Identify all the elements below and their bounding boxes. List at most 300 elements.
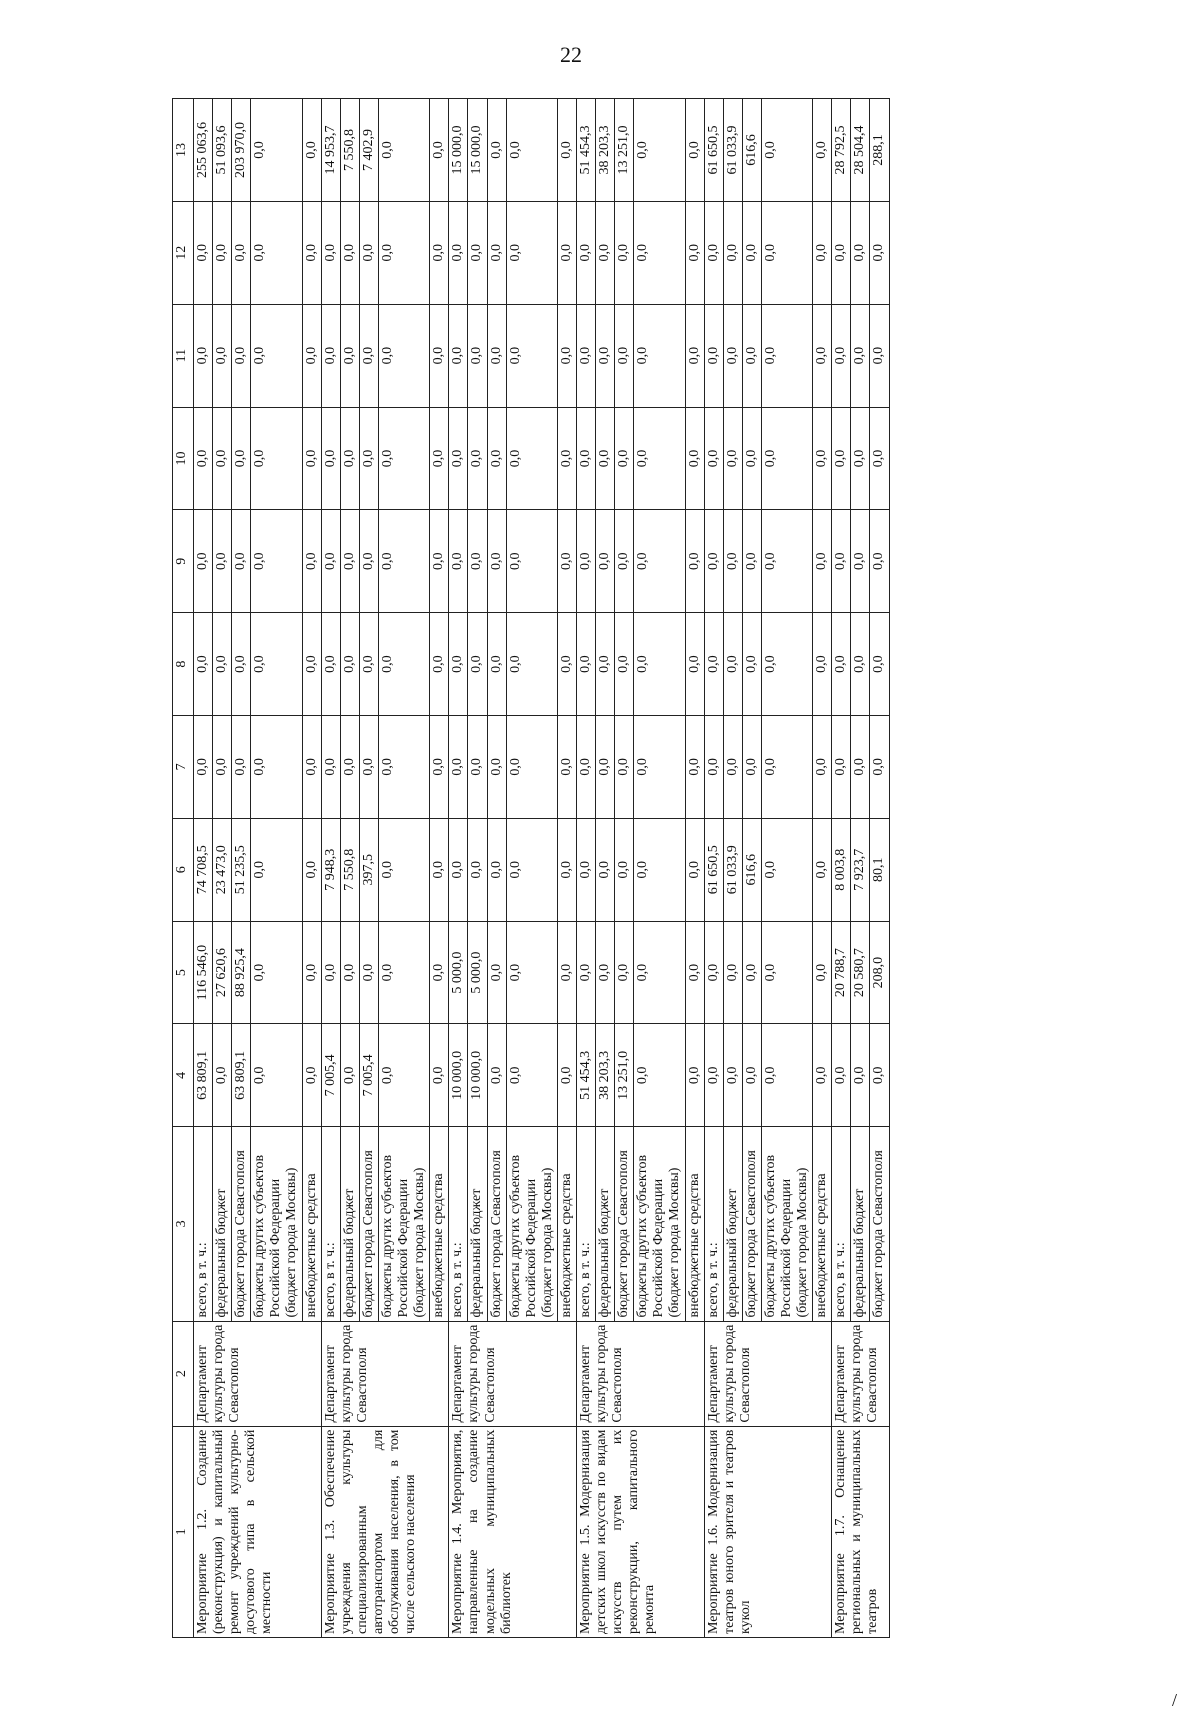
value-cell: 0,0 bbox=[302, 99, 321, 202]
value-cell: 0,0 bbox=[232, 407, 251, 510]
value-cell: 0,0 bbox=[870, 613, 889, 716]
value-cell: 14 953,7 bbox=[321, 99, 340, 202]
value-cell: 0,0 bbox=[321, 304, 340, 407]
value-cell: 0,0 bbox=[832, 613, 851, 716]
responsible-department: Департамент культуры города Севастополя bbox=[449, 1321, 577, 1426]
value-cell: 0,0 bbox=[302, 921, 321, 1024]
value-cell: 0,0 bbox=[378, 613, 429, 716]
value-cell: 0,0 bbox=[557, 818, 576, 921]
value-cell: 0,0 bbox=[813, 818, 832, 921]
value-cell: 5 000,0 bbox=[468, 921, 487, 1024]
value-cell: 80,1 bbox=[870, 818, 889, 921]
value-cell: 0,0 bbox=[742, 201, 761, 304]
column-header-1: 1 bbox=[173, 1426, 194, 1637]
value-cell: 0,0 bbox=[685, 407, 704, 510]
value-cell: 20 580,7 bbox=[851, 921, 870, 1024]
funding-source: федеральный бюджет bbox=[468, 1127, 487, 1321]
value-cell: 0,0 bbox=[576, 613, 595, 716]
value-cell: 0,0 bbox=[430, 613, 449, 716]
value-cell: 0,0 bbox=[742, 716, 761, 819]
value-cell: 0,0 bbox=[704, 1024, 723, 1127]
value-cell: 51 093,6 bbox=[213, 99, 232, 202]
value-cell: 0,0 bbox=[487, 921, 506, 1024]
value-cell: 51 235,5 bbox=[232, 818, 251, 921]
funding-source: федеральный бюджет bbox=[723, 1127, 742, 1321]
responsible-department: Департамент культуры города Севастополя bbox=[576, 1321, 704, 1426]
value-cell: 0,0 bbox=[615, 201, 634, 304]
value-cell: 28 504,4 bbox=[851, 99, 870, 202]
value-cell: 15 000,0 bbox=[449, 99, 468, 202]
value-cell: 0,0 bbox=[321, 201, 340, 304]
value-cell: 0,0 bbox=[576, 818, 595, 921]
budget-table bbox=[172, 98, 890, 1638]
value-cell: 0,0 bbox=[685, 304, 704, 407]
value-cell: 0,0 bbox=[449, 201, 468, 304]
value-cell: 0,0 bbox=[557, 407, 576, 510]
column-header-10: 10 bbox=[173, 407, 194, 510]
value-cell: 0,0 bbox=[851, 1024, 870, 1127]
value-cell: 0,0 bbox=[487, 510, 506, 613]
value-cell: 0,0 bbox=[232, 201, 251, 304]
value-cell: 0,0 bbox=[430, 1024, 449, 1127]
value-cell: 0,0 bbox=[340, 201, 359, 304]
value-cell: 63 809,1 bbox=[232, 1024, 251, 1127]
value-cell: 0,0 bbox=[761, 304, 812, 407]
value-cell: 38 203,3 bbox=[596, 99, 615, 202]
value-cell: 0,0 bbox=[251, 716, 302, 819]
table-row bbox=[832, 99, 851, 1638]
value-cell: 0,0 bbox=[851, 201, 870, 304]
value-cell: 0,0 bbox=[487, 818, 506, 921]
value-cell: 0,0 bbox=[359, 716, 378, 819]
value-cell: 0,0 bbox=[615, 921, 634, 1024]
funding-source: внебюджетные средства bbox=[557, 1127, 576, 1321]
value-cell: 0,0 bbox=[321, 510, 340, 613]
value-cell: 13 251,0 bbox=[615, 1024, 634, 1127]
measure-name: Мероприятие 1.4. Мероприятия, направленные на создание модельных муниципальных библиотек bbox=[449, 1426, 577, 1637]
value-cell: 0,0 bbox=[468, 716, 487, 819]
value-cell: 0,0 bbox=[302, 818, 321, 921]
value-cell: 0,0 bbox=[430, 716, 449, 819]
value-cell: 0,0 bbox=[742, 921, 761, 1024]
value-cell: 0,0 bbox=[430, 510, 449, 613]
value-cell: 0,0 bbox=[685, 510, 704, 613]
value-cell: 0,0 bbox=[506, 99, 557, 202]
value-cell: 61 033,9 bbox=[723, 818, 742, 921]
value-cell: 0,0 bbox=[596, 818, 615, 921]
funding-source: всего, в т. ч.: bbox=[449, 1127, 468, 1321]
value-cell: 0,0 bbox=[813, 921, 832, 1024]
value-cell: 0,0 bbox=[321, 613, 340, 716]
value-cell: 0,0 bbox=[359, 921, 378, 1024]
value-cell: 616,6 bbox=[742, 818, 761, 921]
value-cell: 0,0 bbox=[557, 99, 576, 202]
value-cell: 74 708,5 bbox=[194, 818, 213, 921]
value-cell: 0,0 bbox=[615, 304, 634, 407]
value-cell: 0,0 bbox=[487, 613, 506, 716]
value-cell: 0,0 bbox=[557, 1024, 576, 1127]
responsible-department: Департамент культуры города Севастополя bbox=[704, 1321, 832, 1426]
value-cell: 0,0 bbox=[194, 716, 213, 819]
value-cell: 0,0 bbox=[870, 407, 889, 510]
value-cell: 0,0 bbox=[851, 716, 870, 819]
value-cell: 0,0 bbox=[251, 921, 302, 1024]
value-cell: 0,0 bbox=[302, 716, 321, 819]
value-cell: 0,0 bbox=[813, 613, 832, 716]
value-cell: 0,0 bbox=[576, 407, 595, 510]
value-cell: 0,0 bbox=[359, 510, 378, 613]
value-cell: 7 550,8 bbox=[340, 99, 359, 202]
value-cell: 0,0 bbox=[506, 613, 557, 716]
value-cell: 0,0 bbox=[813, 201, 832, 304]
funding-source: внебюджетные средства bbox=[685, 1127, 704, 1321]
value-cell: 0,0 bbox=[340, 921, 359, 1024]
value-cell: 0,0 bbox=[506, 407, 557, 510]
value-cell: 0,0 bbox=[615, 613, 634, 716]
value-cell: 0,0 bbox=[704, 613, 723, 716]
measure-name: Мероприятие 1.5. Модернизация детских школ искусств по видам искусств путем их реконструкции, капитального ремонта bbox=[576, 1426, 704, 1637]
value-cell: 0,0 bbox=[232, 510, 251, 613]
table-row bbox=[576, 99, 595, 1638]
value-cell: 0,0 bbox=[870, 304, 889, 407]
value-cell: 0,0 bbox=[685, 613, 704, 716]
value-cell: 0,0 bbox=[359, 613, 378, 716]
value-cell: 0,0 bbox=[430, 201, 449, 304]
value-cell: 0,0 bbox=[761, 818, 812, 921]
value-cell: 0,0 bbox=[832, 1024, 851, 1127]
value-cell: 28 792,5 bbox=[832, 99, 851, 202]
value-cell: 0,0 bbox=[340, 510, 359, 613]
value-cell: 0,0 bbox=[251, 510, 302, 613]
value-cell: 0,0 bbox=[704, 407, 723, 510]
column-header-13: 13 bbox=[173, 99, 194, 202]
column-header-4: 4 bbox=[173, 1024, 194, 1127]
value-cell: 0,0 bbox=[194, 613, 213, 716]
value-cell: 0,0 bbox=[761, 201, 812, 304]
value-cell: 288,1 bbox=[870, 99, 889, 202]
value-cell: 0,0 bbox=[723, 510, 742, 613]
value-cell: 61 650,5 bbox=[704, 818, 723, 921]
funding-source: бюджет города Севастополя bbox=[870, 1127, 889, 1321]
value-cell: 0,0 bbox=[194, 407, 213, 510]
value-cell: 0,0 bbox=[378, 716, 429, 819]
value-cell: 38 203,3 bbox=[596, 1024, 615, 1127]
value-cell: 0,0 bbox=[232, 613, 251, 716]
value-cell: 0,0 bbox=[685, 716, 704, 819]
value-cell: 0,0 bbox=[378, 201, 429, 304]
value-cell: 0,0 bbox=[761, 716, 812, 819]
value-cell: 0,0 bbox=[468, 304, 487, 407]
value-cell: 0,0 bbox=[557, 510, 576, 613]
value-cell: 61 033,9 bbox=[723, 99, 742, 202]
value-cell: 0,0 bbox=[194, 304, 213, 407]
funding-source: бюджеты других субъектов Российской Федерации (бюджет города Москвы) bbox=[506, 1127, 557, 1321]
table-row bbox=[704, 99, 723, 1638]
value-cell: 0,0 bbox=[634, 921, 685, 1024]
value-cell: 0,0 bbox=[359, 304, 378, 407]
value-cell: 0,0 bbox=[761, 407, 812, 510]
value-cell: 0,0 bbox=[813, 99, 832, 202]
value-cell: 0,0 bbox=[870, 510, 889, 613]
value-cell: 0,0 bbox=[685, 818, 704, 921]
value-cell: 0,0 bbox=[723, 201, 742, 304]
page-number: 22 bbox=[560, 42, 582, 67]
table-body bbox=[194, 99, 890, 1638]
table-row bbox=[321, 99, 340, 1638]
responsible-department: Департамент культуры города Севастополя bbox=[321, 1321, 449, 1426]
value-cell: 0,0 bbox=[430, 818, 449, 921]
value-cell: 0,0 bbox=[742, 613, 761, 716]
value-cell: 0,0 bbox=[576, 716, 595, 819]
value-cell: 0,0 bbox=[251, 613, 302, 716]
value-cell: 20 788,7 bbox=[832, 921, 851, 1024]
value-cell: 0,0 bbox=[430, 921, 449, 1024]
value-cell: 0,0 bbox=[557, 613, 576, 716]
value-cell: 0,0 bbox=[506, 1024, 557, 1127]
value-cell: 0,0 bbox=[870, 201, 889, 304]
value-cell: 0,0 bbox=[194, 201, 213, 304]
value-cell: 7 948,3 bbox=[321, 818, 340, 921]
value-cell: 0,0 bbox=[685, 1024, 704, 1127]
value-cell: 0,0 bbox=[704, 510, 723, 613]
value-cell: 0,0 bbox=[634, 1024, 685, 1127]
funding-source: всего, в т. ч.: bbox=[832, 1127, 851, 1321]
table-row bbox=[194, 99, 213, 1638]
value-cell: 10 000,0 bbox=[468, 1024, 487, 1127]
value-cell: 0,0 bbox=[449, 716, 468, 819]
value-cell: 0,0 bbox=[634, 201, 685, 304]
column-header-12: 12 bbox=[173, 201, 194, 304]
value-cell: 0,0 bbox=[487, 716, 506, 819]
value-cell: 0,0 bbox=[430, 99, 449, 202]
value-cell: 0,0 bbox=[832, 304, 851, 407]
value-cell: 0,0 bbox=[813, 407, 832, 510]
value-cell: 5 000,0 bbox=[449, 921, 468, 1024]
value-cell: 0,0 bbox=[742, 510, 761, 613]
column-header-9: 9 bbox=[173, 510, 194, 613]
value-cell: 0,0 bbox=[761, 921, 812, 1024]
column-header-8: 8 bbox=[173, 613, 194, 716]
value-cell: 0,0 bbox=[634, 818, 685, 921]
value-cell: 0,0 bbox=[832, 201, 851, 304]
value-cell: 51 454,3 bbox=[576, 99, 595, 202]
value-cell: 88 925,4 bbox=[232, 921, 251, 1024]
value-cell: 0,0 bbox=[251, 407, 302, 510]
value-cell: 0,0 bbox=[340, 1024, 359, 1127]
value-cell: 0,0 bbox=[813, 716, 832, 819]
value-cell: 0,0 bbox=[576, 921, 595, 1024]
value-cell: 0,0 bbox=[359, 201, 378, 304]
value-cell: 0,0 bbox=[723, 407, 742, 510]
value-cell: 0,0 bbox=[761, 510, 812, 613]
value-cell: 0,0 bbox=[213, 304, 232, 407]
value-cell: 0,0 bbox=[813, 510, 832, 613]
value-cell: 0,0 bbox=[302, 407, 321, 510]
measure-name: Мероприятие 1.6. Модернизация театров юного зрителя и театров кукол bbox=[704, 1426, 832, 1637]
value-cell: 0,0 bbox=[685, 921, 704, 1024]
value-cell: 0,0 bbox=[213, 407, 232, 510]
value-cell: 0,0 bbox=[813, 1024, 832, 1127]
value-cell: 0,0 bbox=[596, 407, 615, 510]
value-cell: 0,0 bbox=[213, 201, 232, 304]
value-cell: 0,0 bbox=[468, 818, 487, 921]
funding-source: бюджет города Севастополя bbox=[742, 1127, 761, 1321]
value-cell: 0,0 bbox=[634, 510, 685, 613]
value-cell: 616,6 bbox=[742, 99, 761, 202]
value-cell: 0,0 bbox=[506, 201, 557, 304]
value-cell: 0,0 bbox=[557, 304, 576, 407]
value-cell: 61 650,5 bbox=[704, 99, 723, 202]
column-header-5: 5 bbox=[173, 921, 194, 1024]
value-cell: 0,0 bbox=[468, 201, 487, 304]
value-cell: 7 923,7 bbox=[851, 818, 870, 921]
funding-source: бюджет города Севастополя bbox=[615, 1127, 634, 1321]
value-cell: 203 970,0 bbox=[232, 99, 251, 202]
funding-source: внебюджетные средства bbox=[813, 1127, 832, 1321]
value-cell: 0,0 bbox=[596, 613, 615, 716]
column-header-11: 11 bbox=[173, 304, 194, 407]
funding-source: всего, в т. ч.: bbox=[194, 1127, 213, 1321]
value-cell: 0,0 bbox=[340, 716, 359, 819]
value-cell: 63 809,1 bbox=[194, 1024, 213, 1127]
value-cell: 397,5 bbox=[359, 818, 378, 921]
value-cell: 0,0 bbox=[761, 1024, 812, 1127]
value-cell: 0,0 bbox=[615, 716, 634, 819]
value-cell: 0,0 bbox=[870, 716, 889, 819]
funding-source: бюджет города Севастополя bbox=[487, 1127, 506, 1321]
value-cell: 0,0 bbox=[251, 304, 302, 407]
value-cell: 0,0 bbox=[251, 99, 302, 202]
funding-source: федеральный бюджет bbox=[340, 1127, 359, 1321]
value-cell: 0,0 bbox=[832, 510, 851, 613]
value-cell: 0,0 bbox=[634, 407, 685, 510]
value-cell: 7 550,8 bbox=[340, 818, 359, 921]
value-cell: 0,0 bbox=[615, 510, 634, 613]
value-cell: 0,0 bbox=[321, 921, 340, 1024]
value-cell: 0,0 bbox=[302, 510, 321, 613]
value-cell: 0,0 bbox=[302, 201, 321, 304]
value-cell: 0,0 bbox=[851, 407, 870, 510]
value-cell: 0,0 bbox=[596, 921, 615, 1024]
value-cell: 7 402,9 bbox=[359, 99, 378, 202]
value-cell: 0,0 bbox=[723, 1024, 742, 1127]
value-cell: 23 473,0 bbox=[213, 818, 232, 921]
value-cell: 0,0 bbox=[449, 818, 468, 921]
value-cell: 0,0 bbox=[634, 99, 685, 202]
value-cell: 0,0 bbox=[704, 921, 723, 1024]
funding-source: внебюджетные средства bbox=[430, 1127, 449, 1321]
value-cell: 0,0 bbox=[506, 510, 557, 613]
value-cell: 0,0 bbox=[487, 304, 506, 407]
value-cell: 0,0 bbox=[832, 716, 851, 819]
value-cell: 0,0 bbox=[832, 407, 851, 510]
value-cell: 0,0 bbox=[449, 304, 468, 407]
measure-name: Мероприятие 1.2. Создание (реконструкция) и капитальный ремонт учреждений культурно-досугового типа в сельской местности bbox=[194, 1426, 322, 1637]
responsible-department: Департамент культуры города Севастополя bbox=[832, 1321, 889, 1426]
value-cell: 0,0 bbox=[576, 201, 595, 304]
value-cell: 0,0 bbox=[468, 613, 487, 716]
value-cell: 0,0 bbox=[194, 510, 213, 613]
value-cell: 0,0 bbox=[213, 613, 232, 716]
value-cell: 0,0 bbox=[487, 1024, 506, 1127]
value-cell: 0,0 bbox=[723, 716, 742, 819]
value-cell: 0,0 bbox=[596, 510, 615, 613]
value-cell: 0,0 bbox=[742, 1024, 761, 1127]
value-cell: 0,0 bbox=[213, 716, 232, 819]
value-cell: 0,0 bbox=[557, 201, 576, 304]
column-header-7: 7 bbox=[173, 716, 194, 819]
value-cell: 0,0 bbox=[634, 716, 685, 819]
value-cell: 0,0 bbox=[615, 407, 634, 510]
value-cell: 0,0 bbox=[723, 304, 742, 407]
value-cell: 0,0 bbox=[723, 921, 742, 1024]
value-cell: 0,0 bbox=[251, 201, 302, 304]
value-cell: 0,0 bbox=[430, 407, 449, 510]
value-cell: 0,0 bbox=[213, 510, 232, 613]
funding-source: всего, в т. ч.: bbox=[704, 1127, 723, 1321]
value-cell: 0,0 bbox=[742, 407, 761, 510]
value-cell: 7 005,4 bbox=[321, 1024, 340, 1127]
value-cell: 0,0 bbox=[378, 304, 429, 407]
margin-mark: / bbox=[1172, 1690, 1178, 1710]
value-cell: 0,0 bbox=[487, 407, 506, 510]
value-cell: 0,0 bbox=[704, 304, 723, 407]
value-cell: 0,0 bbox=[251, 818, 302, 921]
value-cell: 0,0 bbox=[870, 1024, 889, 1127]
table-row bbox=[449, 99, 468, 1638]
funding-source: бюджеты других субъектов Российской Федерации (бюджет города Москвы) bbox=[634, 1127, 685, 1321]
column-header-3: 3 bbox=[173, 1127, 194, 1321]
value-cell: 0,0 bbox=[449, 613, 468, 716]
value-cell: 27 620,6 bbox=[213, 921, 232, 1024]
value-cell: 0,0 bbox=[378, 921, 429, 1024]
value-cell: 0,0 bbox=[506, 716, 557, 819]
value-cell: 0,0 bbox=[449, 407, 468, 510]
value-cell: 0,0 bbox=[378, 407, 429, 510]
value-cell: 13 251,0 bbox=[615, 99, 634, 202]
value-cell: 0,0 bbox=[685, 99, 704, 202]
value-cell: 0,0 bbox=[723, 613, 742, 716]
value-cell: 0,0 bbox=[634, 613, 685, 716]
measure-name: Мероприятие 1.3. Обеспечение учреждения культуры специализированным автотранспортом для обслуживания населения, в том числе сельского населения bbox=[321, 1426, 449, 1637]
value-cell: 7 005,4 bbox=[359, 1024, 378, 1127]
value-cell: 0,0 bbox=[557, 716, 576, 819]
value-cell: 0,0 bbox=[615, 818, 634, 921]
funding-source: федеральный бюджет bbox=[213, 1127, 232, 1321]
value-cell: 0,0 bbox=[251, 1024, 302, 1127]
measure-name: Мероприятие 1.7. Оснащение региональных и муниципальных театров bbox=[832, 1426, 889, 1637]
value-cell: 0,0 bbox=[851, 510, 870, 613]
value-cell: 0,0 bbox=[430, 304, 449, 407]
value-cell: 0,0 bbox=[449, 510, 468, 613]
value-cell: 51 454,3 bbox=[576, 1024, 595, 1127]
header-row bbox=[173, 99, 194, 1638]
value-cell: 0,0 bbox=[487, 99, 506, 202]
value-cell: 0,0 bbox=[487, 201, 506, 304]
value-cell: 0,0 bbox=[378, 1024, 429, 1127]
column-header-6: 6 bbox=[173, 818, 194, 921]
value-cell: 0,0 bbox=[302, 613, 321, 716]
value-cell: 0,0 bbox=[359, 407, 378, 510]
funding-source: всего, в т. ч.: bbox=[321, 1127, 340, 1321]
value-cell: 0,0 bbox=[321, 716, 340, 819]
value-cell: 0,0 bbox=[378, 510, 429, 613]
value-cell: 0,0 bbox=[213, 1024, 232, 1127]
value-cell: 0,0 bbox=[596, 304, 615, 407]
funding-source: внебюджетные средства bbox=[302, 1127, 321, 1321]
funding-source: бюджеты других субъектов Российской Федерации (бюджет города Москвы) bbox=[761, 1127, 812, 1321]
value-cell: 8 003,8 bbox=[832, 818, 851, 921]
